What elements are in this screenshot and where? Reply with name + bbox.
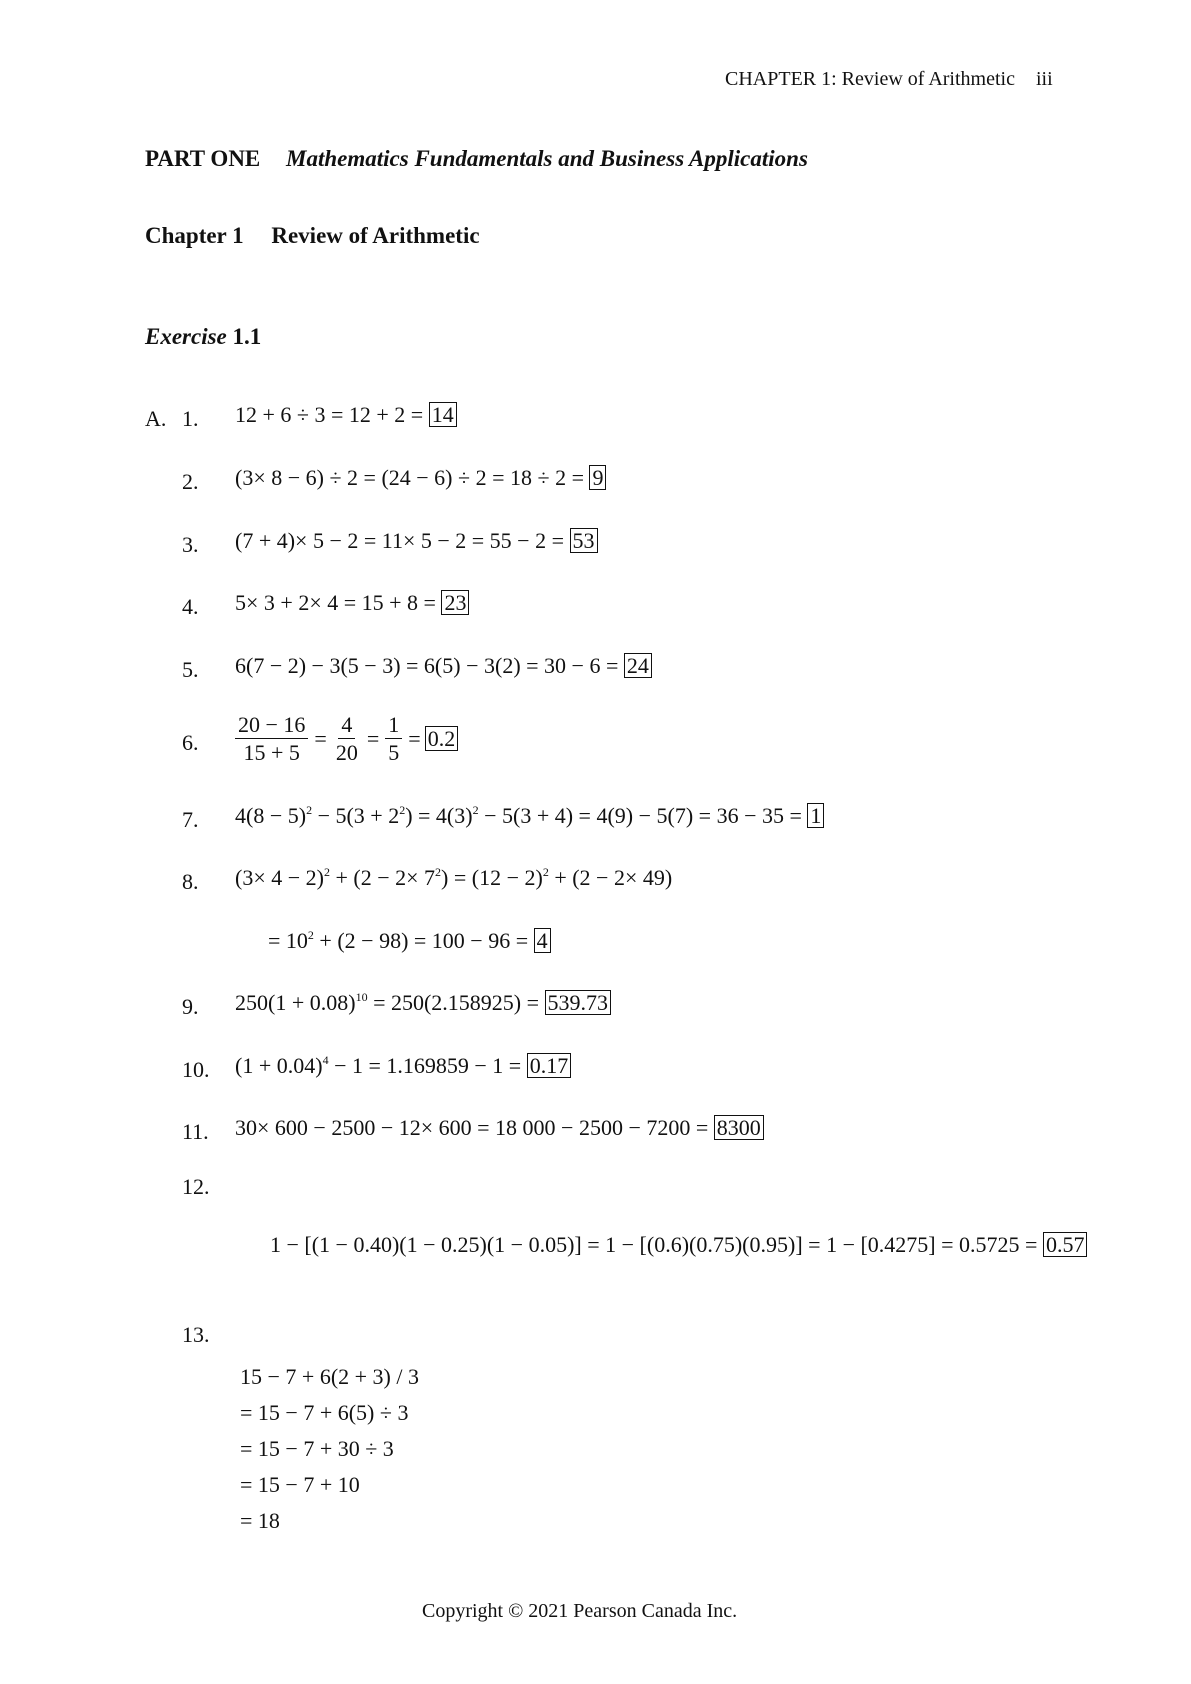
answer-box: 0.2: [425, 726, 459, 751]
problem-number: 3.: [182, 532, 199, 557]
fraction: $\frac{20 - 16}{15 + 5}$: [235, 712, 308, 766]
page-number: iii: [1035, 68, 1053, 90]
exercise-heading: [145, 324, 261, 350]
copyright-footer: Copyright © 2021 Pearson Canada Inc.: [422, 1600, 738, 1622]
answer-box: 0.57: [1043, 1232, 1088, 1257]
problem-9-equation: $250(1 + 0.08)^{10} = 250(2.158925) = 539.73$: [235, 990, 611, 1016]
problem-7-equation: $4(8 - 5)^2 - 5(3 + 2^2) = 4(3)^2 - 5(3 + 4) = 4(9) - 5(7) = 36 - 35 = 1$: [235, 803, 824, 829]
problem-2-equation: (3× 8 − 6) ÷ 2 = (24 − 6) ÷ 2 = 18 ÷ 2 = 9: [235, 465, 606, 491]
part-label: PART ONE: [145, 146, 261, 171]
answer-box: 8300: [714, 1115, 764, 1140]
problem-number: 11.: [182, 1119, 209, 1144]
problem-number: 10.: [182, 1057, 210, 1082]
chapter-heading: [145, 223, 480, 249]
step-line: 15 − 7 + 6(2 + 3) / 3: [240, 1364, 419, 1389]
chapter-title: Review of Arithmetic: [271, 223, 480, 248]
problem-number: 9.: [182, 994, 199, 1019]
problem-number: 8.: [182, 869, 199, 894]
problem-number: 1.: [182, 406, 199, 431]
step-line: = 15 − 7 + 30 ÷ 3: [240, 1436, 394, 1461]
problem-8-continuation: = $10^2 + (2 - 98) = 100 - 96 = 4$: [268, 928, 551, 954]
problem-10-equation: $(1 + 0.04)^4 - 1 = 1.169859 - 1 = 0.17$: [235, 1053, 571, 1079]
fraction: $\frac{1}{5}$: [385, 712, 402, 766]
answer-box: 4: [534, 928, 551, 953]
problem-6-equation: $\frac{20 - 16}{15 + 5}$ = $\frac{4}{20}$ = $\frac{1}{5}$ = 0.2: [233, 712, 458, 766]
problem-13-steps: [240, 1364, 419, 1544]
answer-box: 23: [441, 590, 469, 615]
step-line: = 15 − 7 + 6(5) ÷ 3: [240, 1400, 409, 1425]
step-line: = 15 − 7 + 10: [240, 1472, 360, 1497]
exercise-number: 1.1: [232, 324, 262, 349]
problem-12-equation: 1 − [(1 − 0.40)(1 − 0.25)(1 − 0.05)] = 1 − [(0.6)(0.75)(0.95)] = 1 − [0.4275] = 0.5725 = 0.57: [270, 1232, 1087, 1258]
problem-number: 4.: [182, 594, 199, 619]
problem-11-equation: 30× 600 − 2500 − 12× 600 = 18 000 − 2500 − 7200 = 8300: [235, 1115, 764, 1141]
problem-number: 13.: [182, 1322, 210, 1347]
answer-box: 24: [624, 653, 652, 678]
answer-box: 1: [807, 803, 824, 828]
answer-box: 14: [429, 402, 457, 427]
part-heading: [145, 146, 808, 172]
problem-8-equation: $(3\times 4 - 2)^2 + (2 - 2\times 7^2) = (12 - 2)^2 + (2 - 2\times 49)$: [235, 865, 673, 890]
problem-4-equation: 5× 3 + 2× 4 = 15 + 8 = 23: [235, 590, 469, 616]
problem-number: 6.: [182, 730, 199, 755]
section-label: A.: [145, 406, 167, 431]
part-title: Mathematics Fundamentals and Business Applications: [286, 146, 808, 171]
problem-number: 2.: [182, 469, 199, 494]
running-header: [725, 68, 1053, 91]
fraction: $\frac{4}{20}$: [335, 712, 358, 766]
problem-number: 7.: [182, 807, 199, 832]
problem-3-equation: (7 + 4)× 5 − 2 = 11× 5 − 2 = 55 − 2 = 53: [235, 528, 598, 554]
answer-box: 9: [589, 465, 606, 490]
problem-1-equation: 12 + 6 ÷ 3 = 12 + 2 = 14: [235, 402, 457, 428]
answer-box: 539.73: [545, 990, 612, 1015]
problem-5-equation: 6(7 − 2) − 3(5 − 3) = 6(5) − 3(2) = 30 − 6 = 24: [235, 653, 652, 679]
exercise-word: Exercise: [145, 324, 227, 349]
problem-number: 12.: [182, 1174, 210, 1199]
problem-number: 5.: [182, 657, 199, 682]
step-line: = 18: [240, 1508, 280, 1533]
running-title: CHAPTER 1: Review of Arithmetic: [725, 68, 1015, 90]
answer-box: 0.17: [527, 1053, 572, 1078]
chapter-label: Chapter 1: [145, 223, 244, 248]
answer-box: 53: [570, 528, 598, 553]
